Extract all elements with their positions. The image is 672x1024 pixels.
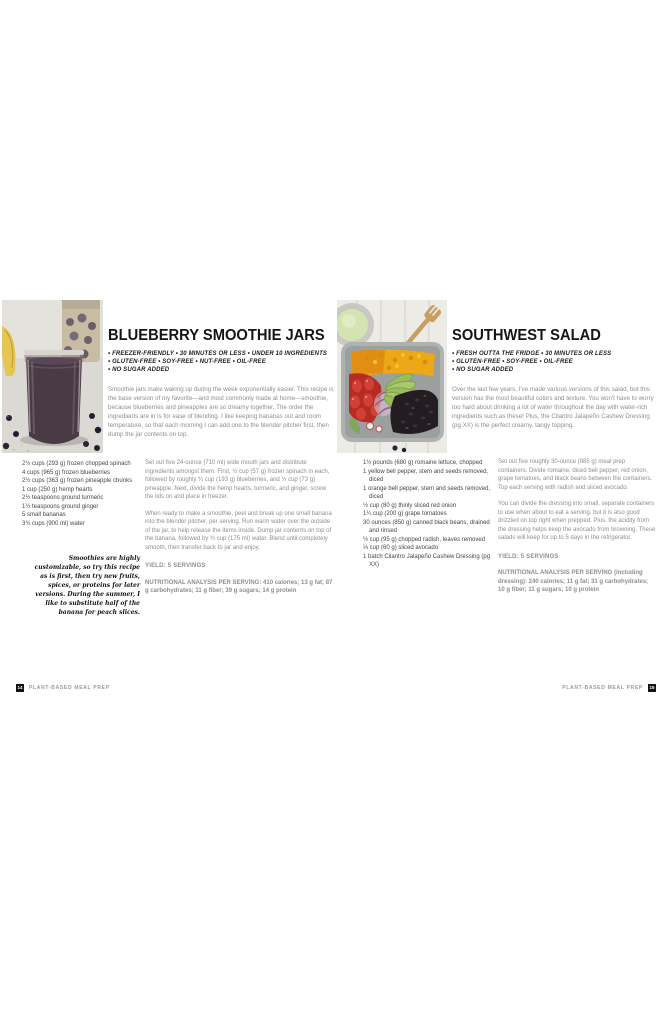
recipe-intro: Smoothie jars make waking up during the week exponentially easier. This recipe is the base version of my favorite—and most commonly made at home—smoothie, because blueberries and pineapples are so dreamy together. The order the ingredients are in is for ease of blending. I like keeping bananas out and room temperature, so that each morning I can add one to the blender pitcher first, then dump the jar contents on top. — [108, 386, 334, 438]
recipe-intro: Over the last few years, I've made various versions of this salad, but this version has the most beautiful colors and texture. You won't have to worry too hard about drinking a lot of water throughout the day with water-rich ingredients such as these! Plus, the Cilantro Jalapeño Cashew Dressing (pg XX) is the perfect creamy, tangy topping. — [452, 386, 654, 429]
page-number: 15 — [648, 684, 656, 692]
meal-prep-container — [341, 342, 444, 442]
ingredient-item: 1 orange bell pepper, stem and seeds removed, diced — [363, 485, 491, 500]
ingredient-item: 4 cups (965 g) frozen blueberries — [22, 469, 111, 476]
tag-line: • GLUTEN-FREE • SOY-FREE • NUT-FREE • OIL-FREE — [108, 359, 266, 365]
left-recipe-header — [108, 327, 336, 374]
method-paragraph: When ready to make a smoothie, peel and break up one small banana into the blender pitcher, per serving. Run warm water over the outside of the jar, to help release the items inside. Dump jar contents on top of the banana, followed by ¾ cup (175 ml) water. Blend until completely smooth, then transfer back to jar and enjoy. — [145, 510, 332, 551]
tag-line: • GLUTEN-FREE • SOY-FREE • OIL-FREE — [452, 359, 573, 365]
yield-line: YIELD: 5 SERVINGS — [498, 553, 559, 560]
ingredient-item: 5 small bananas — [22, 512, 66, 518]
footer-label: PLANT-BASED MEAL PREP — [562, 685, 643, 691]
page-title: BLUEBERRY SMOOTHIE JARS — [108, 327, 325, 344]
blueberry — [392, 445, 397, 450]
page-number: 14 — [16, 684, 24, 692]
footer-label: PLANT-BASED MEAL PREP — [29, 685, 110, 691]
ingredient-item: 1½ pounds (680 g) romaine lettuce, chopped — [363, 460, 483, 466]
ingredient-item: ½ cup (80 g) thinly sliced red onion — [363, 502, 457, 509]
yield-line: YIELD: 5 SERVINGS — [145, 563, 206, 569]
ingredient-list — [22, 460, 140, 528]
recipe-tags — [452, 350, 656, 374]
right-recipe-header — [452, 327, 656, 374]
blueberry — [402, 448, 406, 452]
method-column — [498, 458, 656, 595]
tag-line: • FRESH OUTTA THE FRIDGE • 30 MINUTES OR LESS — [452, 351, 612, 357]
nutrition-line: NUTRITIONAL ANALYSIS PER SERVING (including dressing): 240 calories; 11 g fat; 31 g carbohydrates; 10 g fiber; 11 g sugars; 10 g protein — [498, 570, 649, 593]
ingredient-list — [363, 459, 496, 570]
ingredient-item: 2½ cups (293 g) frozen chopped spinach — [22, 461, 131, 467]
ingredient-item: 1 yellow bell pepper, stem and seeds removed, diced — [363, 468, 489, 483]
tag-line: • NO SUGAR ADDED — [108, 367, 170, 373]
page-title: SOUTHWEST SALAD — [452, 327, 601, 344]
ingredient-item: 1 batch Cilantro Jalapeño Cashew Dressing (pg XX) — [363, 553, 491, 568]
handwritten-note: Smoothies are highly customizable, so try this recipe as is first, then try new fruits, spices, or proteins for later versions. During the summer, I like to substitute half of the banana for peach slices. — [34, 555, 140, 616]
ingredient-item: ½ cup (95 g) chopped radish, leaves removed — [363, 536, 486, 543]
ingredient-item: 1½ teaspoons ground ginger — [22, 503, 99, 510]
left-page-footer — [16, 684, 110, 692]
ingredient-item: 1 cup (250 g) hemp hearts — [22, 486, 93, 493]
method-paragraph: You can divide the dressing into small, separate containers to use when about to eat a serving, but it is also good drizzled on top right when prepped. Plus, the acidity from the dressing helps keep the avocado from browning. These salads will keep for up to 5 days in the refrigerator. — [498, 501, 656, 541]
tag-line: • FREEZER-FRIENDLY • 30 MINUTES OR LESS • UNDER 10 INGREDIENTS — [108, 351, 328, 357]
ingredient-item: 2½ teaspoons ground turmeric — [22, 495, 104, 501]
method-column — [145, 459, 335, 596]
ingredient-item: 30 ounces (850 g) canned black beans, drained and rinsed — [363, 519, 490, 534]
smoothie-jar-illustration — [24, 350, 84, 444]
ingredient-item: 3¾ cups (900 ml) water — [22, 520, 85, 527]
method-paragraph: Set out five 24-ounce (710 ml) wide mouth jars and distribute ingredients amongst them. First, ½ cup (57 g) frozen spinach in each, followed by roughly ¾ cup (193 g) blueberries, and ½ cup (73 g) pineapple. Next, divide the hemp hearts, turmeric, and ginger, screw the lids on and place in freezer. — [145, 460, 330, 500]
salad-container-photo — [337, 300, 447, 453]
ingredient-item: 2½ cups (363 g) frozen pineapple chunks — [22, 478, 133, 484]
nutrition-line: NUTRITIONAL ANALYSIS PER SERVING: 410 calories; 13 g fat; 87 g carbohydrates; 11 g fiber; 39 g sugars; 14 g protein — [145, 579, 333, 594]
recipe-tags — [108, 350, 336, 374]
tag-line: • NO SUGAR ADDED — [452, 367, 514, 373]
smoothie-jar-photo — [2, 300, 103, 453]
ingredient-item: ⅓ cup (60 g) sliced avocado — [363, 545, 439, 551]
ingredient-item: 1¼ cup (200 g) grape tomatoes — [363, 511, 447, 517]
right-page-footer — [562, 684, 656, 692]
method-paragraph: Set out five roughly 30-ounce (885 g) meal prep containers. Divide romaine, diced bell pepper, red onion, grape tomatoes, and black beans between the containers. Top each serving with radish and sliced avocado. — [498, 459, 653, 491]
